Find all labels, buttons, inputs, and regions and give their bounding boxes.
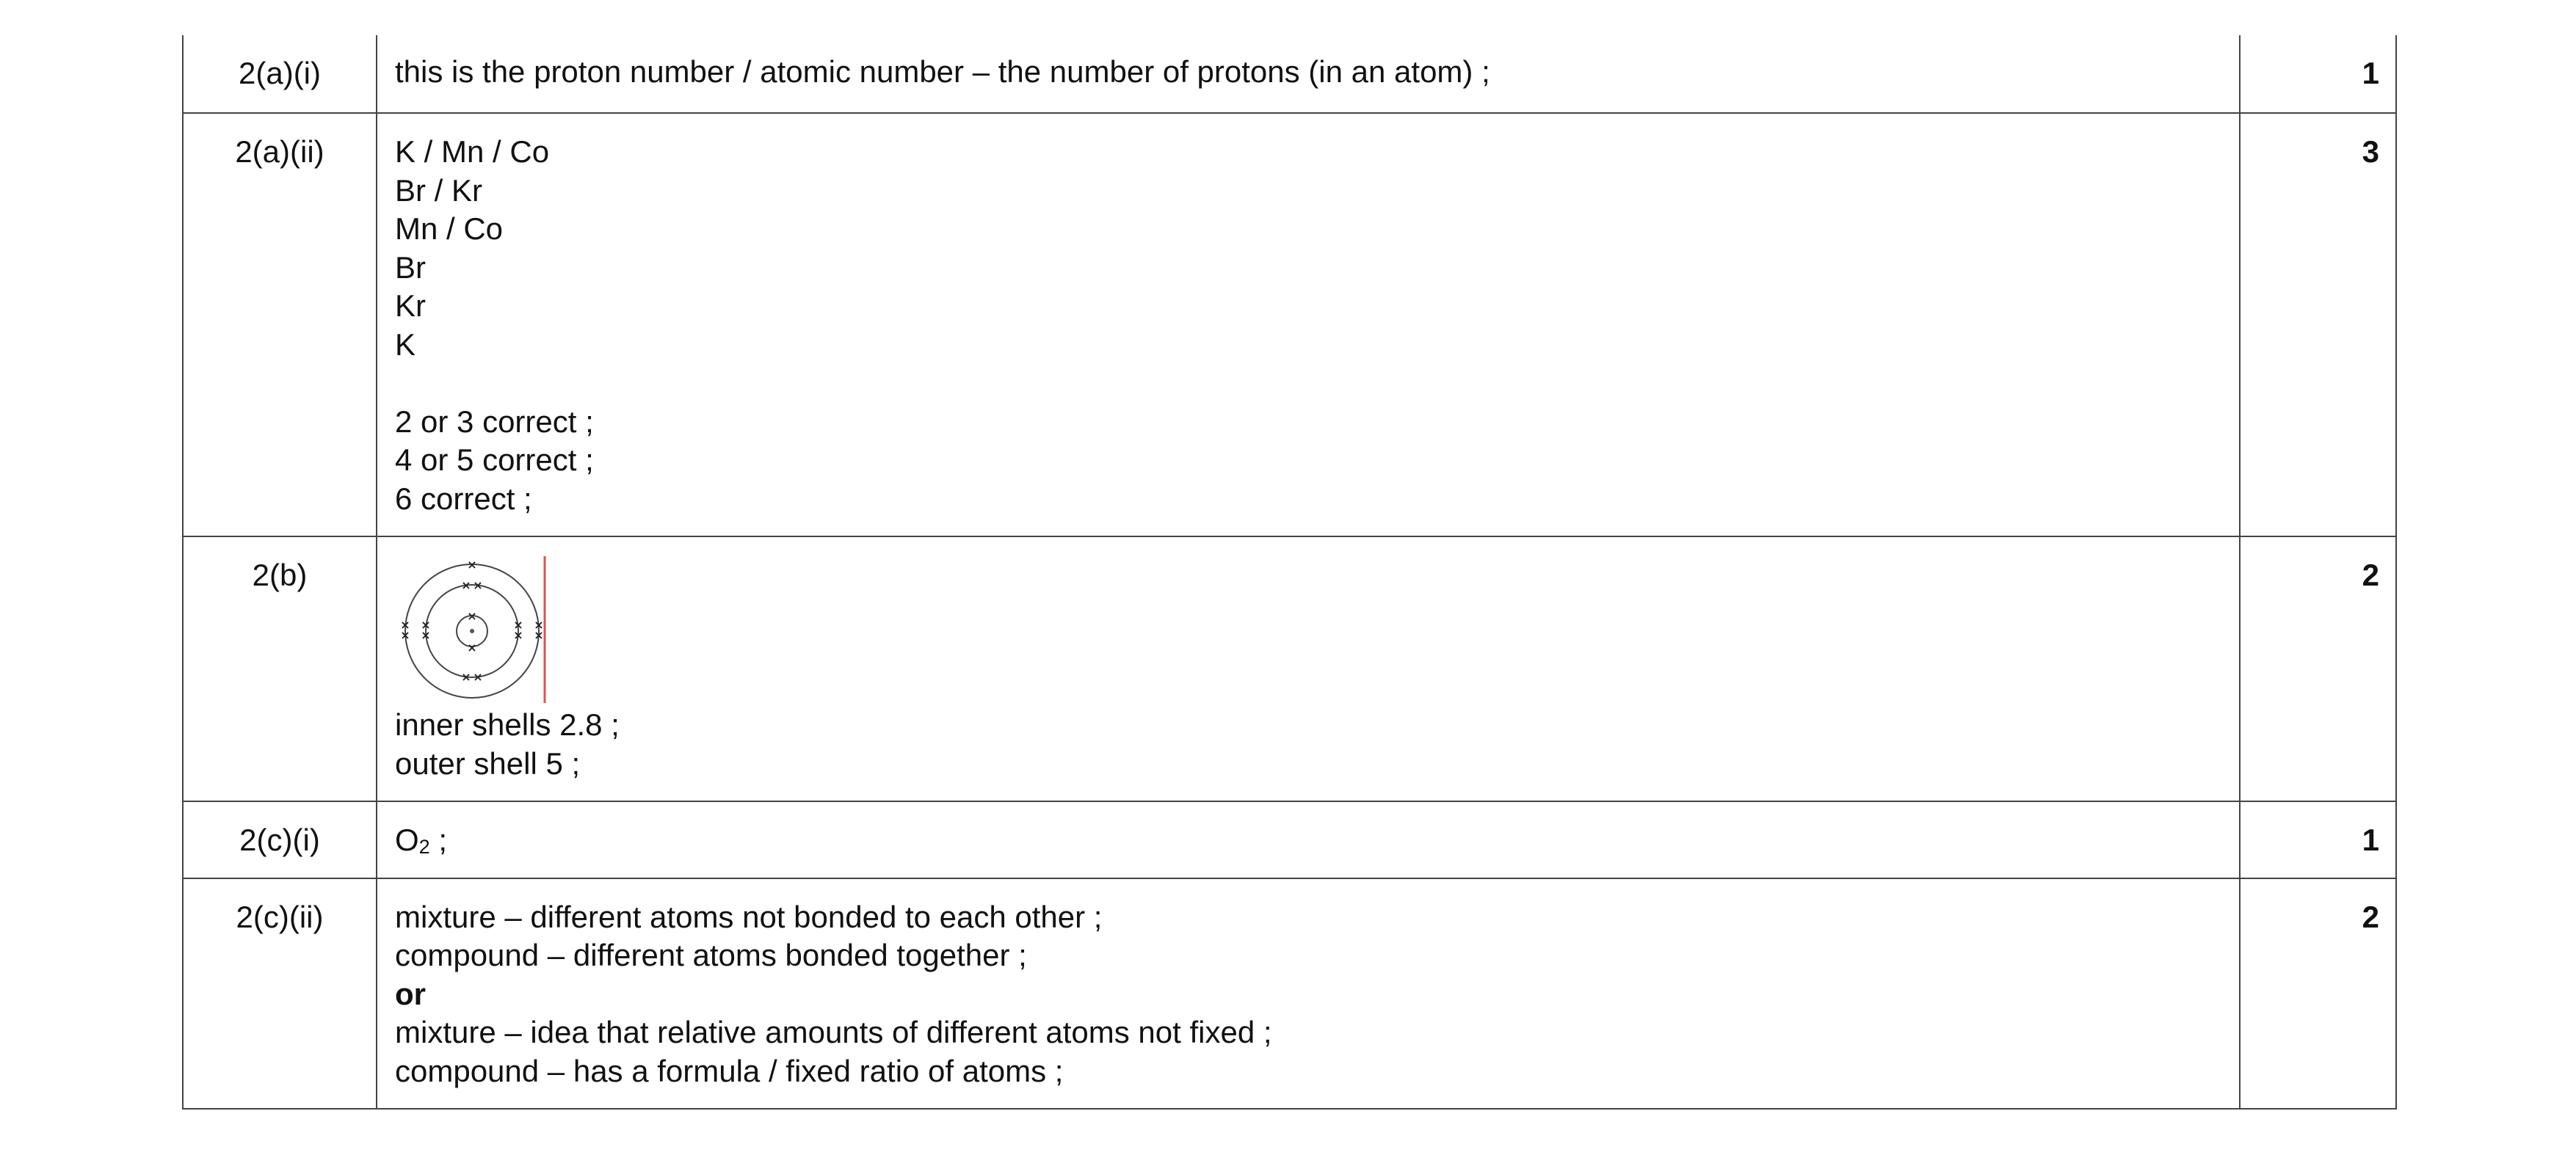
table-row [183,878,2396,1110]
table-row [183,801,2396,878]
answer-line: K [395,327,416,362]
formula-symbol: O [395,823,419,857]
answer-line: Br / Kr [395,172,483,208]
electron-shell-diagram [395,556,549,703]
electron-mark: × [421,618,431,632]
electron-mark: × [461,578,471,592]
or-connector: or [395,976,426,1011]
answer-line: mixture – idea that relative amounts of different atoms not fixed ; [395,1015,1272,1049]
electron-mark: × [473,670,483,684]
electron-mark: × [534,628,544,642]
marks-cell: 1 [2240,801,2396,878]
question-number: 2(a)(i) [183,35,377,113]
formula-suffix: ; [429,823,448,857]
marks-cell: 3 [2240,113,2396,536]
scoring-line: 6 correct ; [395,481,532,516]
answer-line: Br [395,249,426,285]
answer-cell [377,536,2240,801]
answer-cell [377,801,2240,878]
mark-scheme-table [182,35,2397,1110]
electron-mark: × [421,628,431,642]
marks-cell: 1 [2240,35,2396,113]
answer-line: outer shell 5 ; [395,746,581,781]
scoring-line: 4 or 5 correct ; [395,442,594,477]
answer-line: Kr [395,288,426,323]
answer-line: compound – different atoms bonded together ; [395,938,1027,972]
answer-line: mixture – different atoms not bonded to each other ; [395,899,1103,934]
electron-mark: × [467,609,477,623]
electron-mark: × [467,558,477,572]
question-number: 2(b) [183,536,377,801]
electron-mark: × [400,618,410,632]
electron-mark: × [461,670,471,684]
answer-line: inner shells 2.8 ; [395,707,620,742]
electron-mark: × [400,628,410,642]
table-row [183,536,2396,801]
question-number: 2(a)(ii) [183,113,377,536]
answer-cell [377,878,2240,1110]
table-row [183,113,2396,536]
formula-subscript: 2 [418,836,430,858]
answer-line: K / Mn / Co [395,134,550,169]
answer-line: compound – has a formula / fixed ratio of atoms ; [395,1053,1064,1088]
formula-line [395,821,2221,860]
answer-line: Mn / Co [395,211,504,246]
question-number: 2(c)(i) [183,801,377,878]
answer-cell [377,35,2240,113]
electron-mark: × [513,618,523,632]
question-number: 2(c)(ii) [183,878,377,1110]
blank-line [395,364,2221,403]
answer-line: this is the proton number / atomic number – the number of protons (in an atom) ; [395,54,1490,89]
electron-mark: × [467,641,477,655]
electron-mark: × [473,578,483,592]
marks-cell: 2 [2240,536,2396,801]
scoring-line: 2 or 3 correct ; [395,404,594,439]
answer-cell [377,113,2240,536]
marks-cell: 2 [2240,878,2396,1110]
table-row [183,35,2396,113]
electron-mark: × [513,628,523,642]
electron-mark: × [534,618,544,632]
